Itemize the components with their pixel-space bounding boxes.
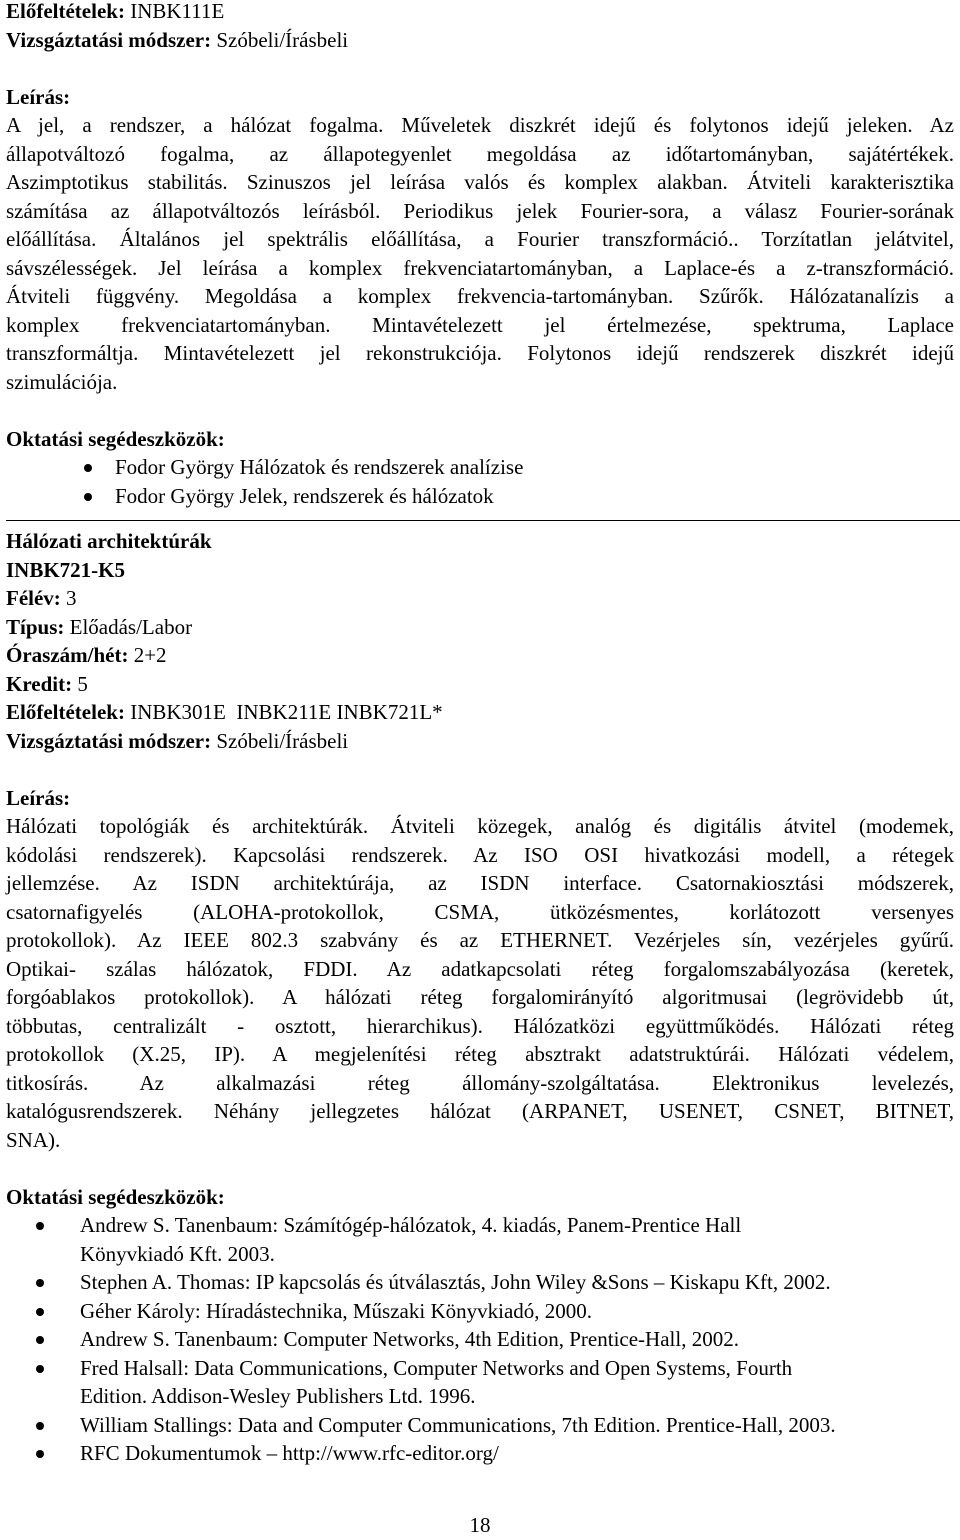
description-line: számítása az állapotváltozós leírásból. Periodikus jelek Fourier-sora, a válasz Fourier-sorának	[6, 198, 954, 223]
course-tools-list	[6, 1211, 954, 1468]
description-line: forgóablakos protokollok). A hálózati réteg forgalomirányító algoritmusai (legrövidebb út,	[6, 985, 954, 1009]
prereq-value: INBK111E	[130, 0, 225, 23]
description-line: Átviteli függvény. Megoldása a komplex frekvencia-tartományban. Szűrők. Hálózatanalízis a	[6, 284, 954, 308]
course-prereq-line: Előfeltételek: INBK301E INBK211E INBK721L*	[6, 700, 443, 724]
course-description-heading: Leírás:	[6, 785, 71, 810]
list-item	[6, 1354, 954, 1411]
exam-value: Szóbeli/Írásbeli	[216, 27, 349, 52]
description-line: kódolási rendszerek). Kapcsolási rendszerek. Az ISO OSI hivatkozási modell, a rétegek	[6, 842, 954, 867]
course-code: INBK721-K5	[6, 557, 126, 582]
bullet-icon	[36, 1308, 44, 1316]
bullet-icon	[36, 1279, 44, 1287]
list-item-text: Fred Halsall: Data Communications, Computer Networks and Open Systems, Fourth	[80, 1355, 793, 1380]
description-line: titkosírás. Az alkalmazási réteg állomány-szolgáltatása. Elektronikus levelezés,	[6, 1070, 954, 1095]
bullet-icon	[84, 464, 92, 472]
course-exam-line: Vizsgáztatási módszer: Szóbeli/Írásbeli	[6, 728, 349, 753]
semester-line: Félév: 3	[6, 586, 77, 610]
description-line: Optikai- szálas hálózatok, FDDI. Az adatkapcsolati réteg forgalomszabályozása (keretek,	[6, 956, 954, 981]
description-heading: Leírás:	[6, 84, 71, 109]
section-divider	[6, 520, 960, 521]
description-line: szimulációja.	[6, 369, 118, 394]
page-number: 18	[469, 1513, 491, 1537]
list-item-text: Fodor György Hálózatok és rendszerek analízise	[115, 455, 524, 479]
description-line: sávszélességek. Jel leírása a komplex frekvenciatartományban, a Laplace-és a z-transzformáció.	[6, 255, 954, 280]
description-line: A jel, a rendszer, a hálózat fogalma. Műveletek diszkrét idejű és folytonos idejű jeleken. Az	[6, 113, 954, 137]
list-item-text: Géher Károly: Híradástechnika, Műszaki Könyvkiadó, 2000.	[80, 1298, 593, 1323]
list-item	[6, 482, 954, 511]
description-line: transzformáltja. Mintavételezett jel rekonstrukciója. Folytonos idejű rendszerek diszkrét idejű	[6, 341, 954, 365]
bullet-icon	[36, 1222, 44, 1230]
bullet-icon	[36, 1365, 44, 1373]
bullet-icon	[36, 1422, 44, 1430]
document-page	[6, 0, 954, 1468]
course-tools-heading: Oktatási segédeszközök:	[6, 1184, 225, 1209]
list-item-text: Andrew S. Tanenbaum: Computer Networks, 4th Edition, Prentice-Hall, 2002.	[80, 1327, 739, 1351]
description-line: csatornafigyelés (ALOHA-protokollok, CSMA, ütközésmentes, korlátozott versenyes	[6, 899, 954, 924]
bullet-icon	[36, 1336, 44, 1344]
bullet-icon	[36, 1450, 44, 1458]
course-description-text	[6, 812, 954, 1154]
description-line: előállítása. Általános jel spektrális előállítása, a Fourier transzformáció.. Torzítatlan jelátvitel,	[6, 227, 954, 251]
list-item-text: Andrew S. Tanenbaum: Számítógép-hálózatok, 4. kiadás, Panem-Prentice Hall	[80, 1213, 742, 1237]
list-item-text: William Stallings: Data and Computer Communications, 7th Edition. Prentice-Hall, 2003.	[80, 1412, 836, 1437]
course-title: Hálózati architektúrák	[6, 529, 212, 553]
description-line: katalógusrendszerek. Néhány jellegzetes hálózat (ARPANET, USENET, CSNET, BITNET,	[6, 1099, 954, 1123]
bullet-icon	[84, 493, 92, 501]
list-item-text: RFC Dokumentumok – http://www.rfc-editor.org/	[80, 1441, 499, 1465]
list-item	[6, 1439, 954, 1468]
prereq-label: Előfeltételek:	[6, 0, 125, 23]
description-line: jellemzése. Az ISDN architektúrája, az ISDN interface. Csatornakiosztási módszerek,	[6, 871, 954, 895]
description-line: többutas, centralizált - osztott, hierarchikus). Hálózatközi együttműködés. Hálózati réteg	[6, 1013, 954, 1038]
description-line: Hálózati topológiák és architektúrák. Átviteli közegek, analóg és digitális átvitel (modemek,	[6, 814, 954, 838]
list-item	[6, 1268, 954, 1297]
prereq-line	[6, 0, 954, 26]
description-line: SNA).	[6, 1127, 61, 1152]
list-item-text: Edition. Addison-Wesley Publishers Ltd. 1996.	[80, 1384, 476, 1408]
list-item-text: Fodor György Jelek, rendszerek és hálózatok	[115, 483, 494, 508]
list-item	[6, 1325, 954, 1354]
tools-heading: Oktatási segédeszközök:	[6, 426, 225, 451]
exam-label: Vizsgáztatási módszer:	[6, 27, 212, 52]
list-item	[6, 1211, 954, 1268]
description-line: protokollok (X.25, IP). A megjelenítési réteg absztrakt adatstruktúrái. Hálózati védelem,	[6, 1042, 954, 1066]
description-text	[6, 111, 954, 396]
list-item	[6, 1411, 954, 1440]
list-item	[6, 1297, 954, 1326]
description-line: komplex frekvenciatartományban. Mintavételezett jel értelmezése, spektruma, Laplace	[6, 312, 954, 337]
type-line: Típus: Előadás/Labor	[6, 614, 193, 639]
list-item-text: Könyvkiadó Kft. 2003.	[80, 1241, 275, 1266]
description-line: állapotváltozó fogalma, az állapotegyenlet megoldása az időtartományban, sajátértékek.	[6, 141, 954, 166]
credit-line: Kredit: 5	[6, 671, 88, 696]
description-line: Aszimptotikus stabilitás. Szinuszos jel leírása valós és komplex alakban. Átviteli karakterisztika	[6, 170, 954, 194]
description-line: protokollok). Az IEEE 802.3 szabvány és az ETHERNET. Vezérjeles sín, vezérjeles gyűrű.	[6, 928, 954, 952]
list-item	[6, 453, 954, 482]
hours-line: Óraszám/hét: 2+2	[6, 643, 167, 667]
exam-line	[6, 26, 954, 55]
tools-list	[6, 453, 954, 510]
list-item-text: Stephen A. Thomas: IP kapcsolás és útválasztás, John Wiley &Sons – Kiskapu Kft, 2002.	[80, 1270, 831, 1294]
